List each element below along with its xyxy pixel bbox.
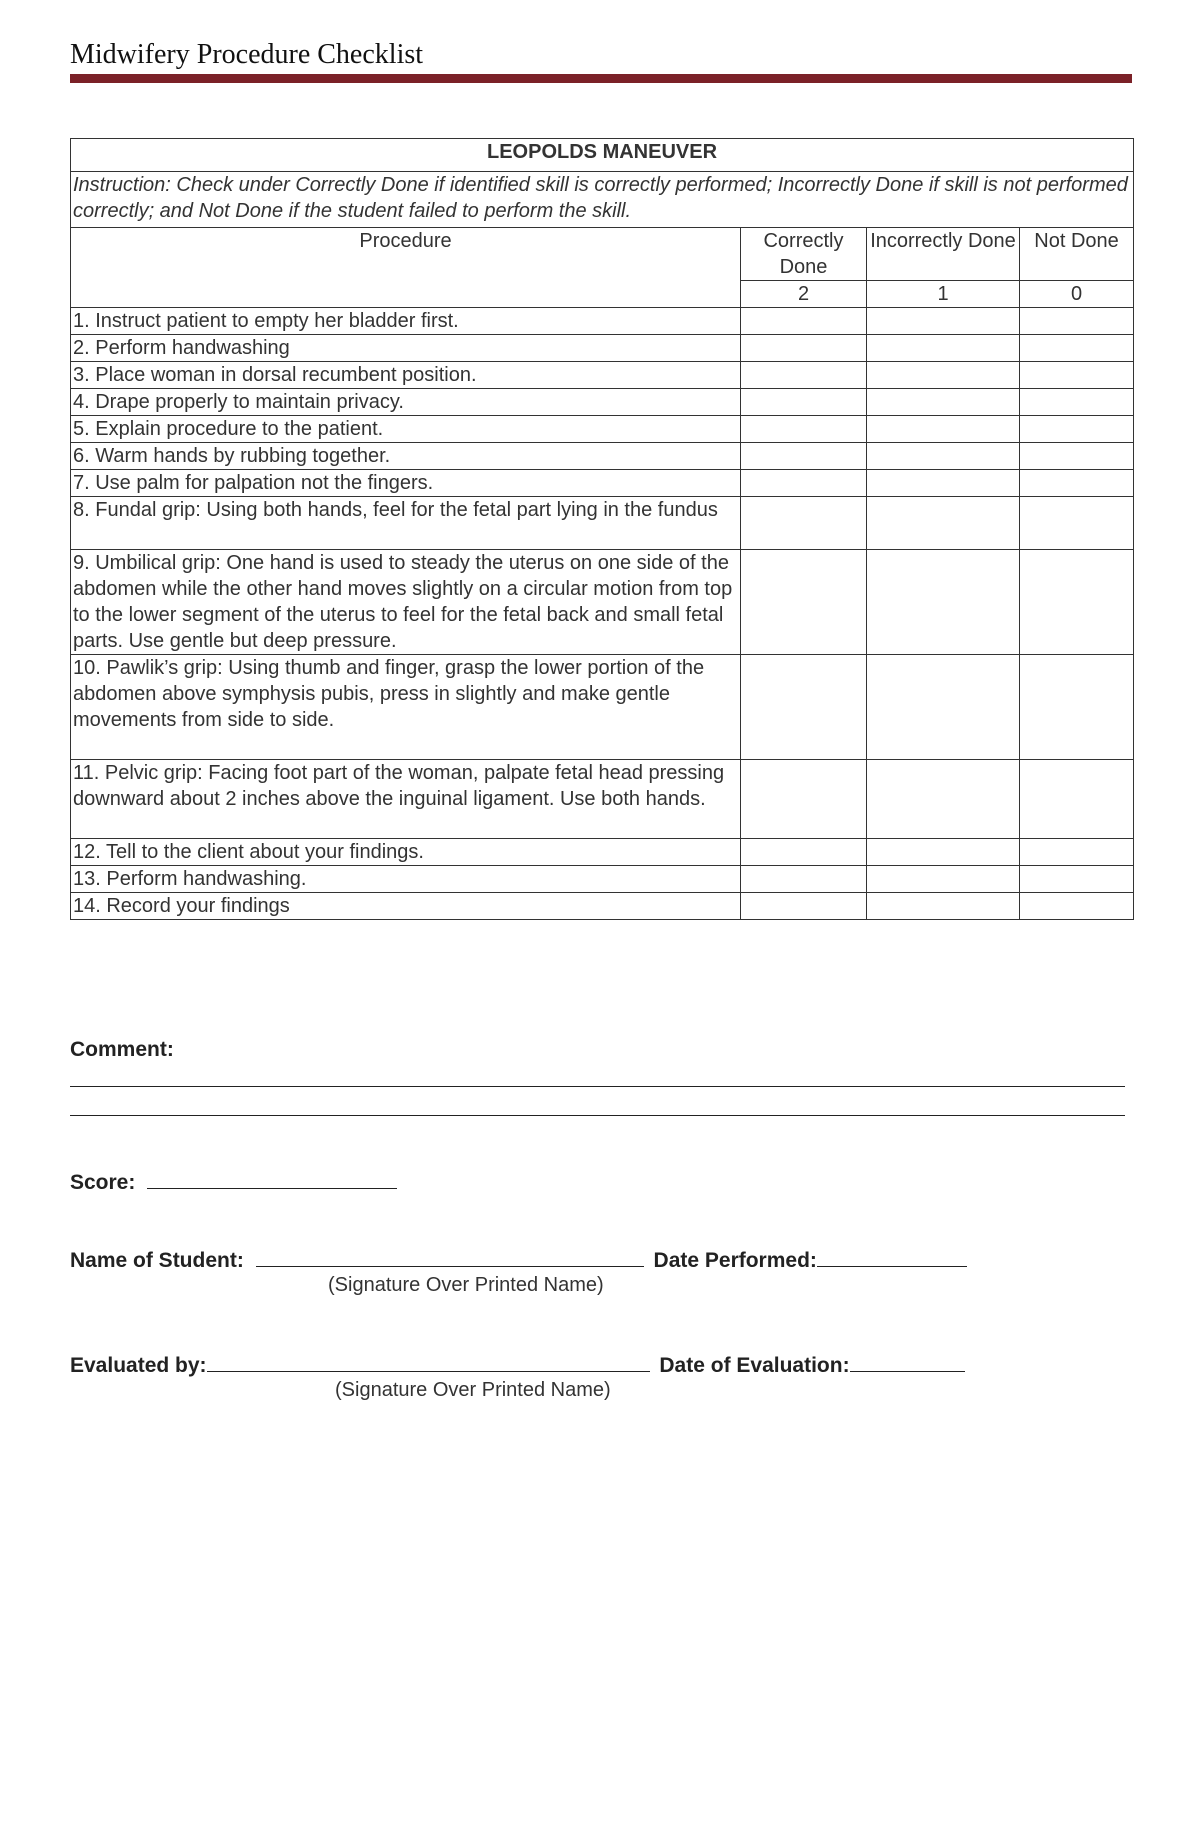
student-signature-caption: (Signature Over Printed Name) <box>328 1274 604 1296</box>
table-row <box>71 866 1134 893</box>
checklist-table <box>70 138 1134 920</box>
checkbox-not-done[interactable] <box>1020 443 1134 470</box>
student-name-field[interactable] <box>256 1246 644 1267</box>
checkbox-incorrectly-done[interactable] <box>867 839 1020 866</box>
score-label: Score: <box>70 1171 136 1194</box>
score-field[interactable] <box>147 1168 397 1189</box>
checkbox-incorrectly-done[interactable] <box>867 362 1020 389</box>
checkbox-incorrectly-done[interactable] <box>867 308 1020 335</box>
procedure-step: 3. Place woman in dorsal recumbent position. <box>71 362 741 389</box>
checkbox-not-done[interactable] <box>1020 550 1134 655</box>
checkbox-correctly-done[interactable] <box>741 308 867 335</box>
checkbox-not-done[interactable] <box>1020 470 1134 497</box>
table-row <box>71 362 1134 389</box>
checkbox-incorrectly-done[interactable] <box>867 470 1020 497</box>
checkbox-not-done[interactable] <box>1020 655 1134 760</box>
checkbox-correctly-done[interactable] <box>741 389 867 416</box>
checkbox-correctly-done[interactable] <box>741 893 867 920</box>
checkbox-not-done[interactable] <box>1020 335 1134 362</box>
date-performed-label: Date Performed: <box>653 1249 817 1272</box>
student-row <box>70 1246 967 1273</box>
checkbox-incorrectly-done[interactable] <box>867 550 1020 655</box>
table-row <box>71 893 1134 920</box>
checkbox-correctly-done[interactable] <box>741 760 867 839</box>
weight-not-done: 0 <box>1020 281 1134 308</box>
checkbox-correctly-done[interactable] <box>741 655 867 760</box>
comment-line-2[interactable] <box>70 1095 1125 1116</box>
table-row <box>71 655 1134 760</box>
table-title: LEOPOLDS MANEUVER <box>71 139 1134 172</box>
procedure-step: 8. Fundal grip: Using both hands, feel for the fetal part lying in the fundus <box>71 497 741 550</box>
procedure-step: 10. Pawlik’s grip: Using thumb and finger, grasp the lower portion of the abdomen above symphysis pubis, press in slightly and make gentle movements from side to side. <box>71 655 741 760</box>
procedure-step: 11. Pelvic grip: Facing foot part of the woman, palpate fetal head pressing downward about 2 inches above the inguinal ligament. Use both hands. <box>71 760 741 839</box>
procedure-step: 13. Perform handwashing. <box>71 866 741 893</box>
table-row <box>71 443 1134 470</box>
student-name-label: Name of Student: <box>70 1249 244 1272</box>
weight-correctly-done: 2 <box>741 281 867 308</box>
checkbox-correctly-done[interactable] <box>741 497 867 550</box>
checkbox-incorrectly-done[interactable] <box>867 760 1020 839</box>
document-title: Midwifery Procedure Checklist <box>70 39 424 70</box>
column-header-incorrectly-done: Incorrectly Done <box>867 228 1020 281</box>
column-header-not-done: Not Done <box>1020 228 1134 281</box>
comment-section <box>70 1038 174 1062</box>
weight-incorrectly-done: 1 <box>867 281 1020 308</box>
date-performed-field[interactable] <box>817 1246 967 1267</box>
table-row <box>71 308 1134 335</box>
checkbox-correctly-done[interactable] <box>741 443 867 470</box>
checkbox-correctly-done[interactable] <box>741 470 867 497</box>
date-evaluation-label: Date of Evaluation: <box>659 1354 850 1377</box>
checkbox-not-done[interactable] <box>1020 497 1134 550</box>
instruction-text: Instruction: Check under Correctly Done if identified skill is correctly performed; Incorrectly Done if skill is not performed correctly; and Not Done if the student failed to perform the skill. <box>71 172 1134 228</box>
evaluated-by-field[interactable] <box>207 1351 650 1372</box>
checkbox-incorrectly-done[interactable] <box>867 389 1020 416</box>
checkbox-not-done[interactable] <box>1020 362 1134 389</box>
procedure-step: 9. Umbilical grip: One hand is used to steady the uterus on one side of the abdomen while the other hand moves slightly on a circular motion from top to the lower segment of the uterus to feel for the fetal back and small fetal parts. Use gentle but deep pressure. <box>71 550 741 655</box>
checkbox-incorrectly-done[interactable] <box>867 866 1020 893</box>
checkbox-not-done[interactable] <box>1020 308 1134 335</box>
checkbox-correctly-done[interactable] <box>741 550 867 655</box>
page-header <box>70 38 1130 72</box>
checkbox-not-done[interactable] <box>1020 866 1134 893</box>
evaluator-signature-caption: (Signature Over Printed Name) <box>335 1379 611 1401</box>
procedure-step: 6. Warm hands by rubbing together. <box>71 443 741 470</box>
checkbox-correctly-done[interactable] <box>741 866 867 893</box>
checkbox-incorrectly-done[interactable] <box>867 655 1020 760</box>
table-row <box>71 760 1134 839</box>
evaluator-row <box>70 1351 965 1378</box>
procedure-step: 7. Use palm for palpation not the fingers. <box>71 470 741 497</box>
score-row <box>70 1168 397 1195</box>
procedure-step: 4. Drape properly to maintain privacy. <box>71 389 741 416</box>
table-row <box>71 550 1134 655</box>
procedure-step: 14. Record your findings <box>71 893 741 920</box>
checkbox-incorrectly-done[interactable] <box>867 335 1020 362</box>
checkbox-not-done[interactable] <box>1020 760 1134 839</box>
checkbox-correctly-done[interactable] <box>741 362 867 389</box>
checkbox-incorrectly-done[interactable] <box>867 893 1020 920</box>
checkbox-not-done[interactable] <box>1020 416 1134 443</box>
comment-line-1[interactable] <box>70 1066 1125 1087</box>
checkbox-not-done[interactable] <box>1020 893 1134 920</box>
checkbox-correctly-done[interactable] <box>741 839 867 866</box>
procedure-step: 5. Explain procedure to the patient. <box>71 416 741 443</box>
column-header-procedure: Procedure <box>71 228 741 308</box>
evaluated-by-label: Evaluated by: <box>70 1354 207 1377</box>
table-row <box>71 497 1134 550</box>
header-rule <box>70 74 1132 83</box>
checkbox-incorrectly-done[interactable] <box>867 443 1020 470</box>
table-row <box>71 839 1134 866</box>
procedure-step: 2. Perform handwashing <box>71 335 741 362</box>
procedure-step: 12. Tell to the client about your findings. <box>71 839 741 866</box>
table-row <box>71 335 1134 362</box>
column-header-correctly-done: Correctly Done <box>741 228 867 281</box>
date-evaluation-field[interactable] <box>850 1351 965 1372</box>
checkbox-correctly-done[interactable] <box>741 335 867 362</box>
table-row <box>71 470 1134 497</box>
checkbox-incorrectly-done[interactable] <box>867 416 1020 443</box>
checkbox-incorrectly-done[interactable] <box>867 497 1020 550</box>
checkbox-correctly-done[interactable] <box>741 416 867 443</box>
table-row <box>71 389 1134 416</box>
checkbox-not-done[interactable] <box>1020 389 1134 416</box>
comment-label: Comment: <box>70 1038 174 1061</box>
procedure-step: 1. Instruct patient to empty her bladder first. <box>71 308 741 335</box>
table-row <box>71 416 1134 443</box>
checkbox-not-done[interactable] <box>1020 839 1134 866</box>
